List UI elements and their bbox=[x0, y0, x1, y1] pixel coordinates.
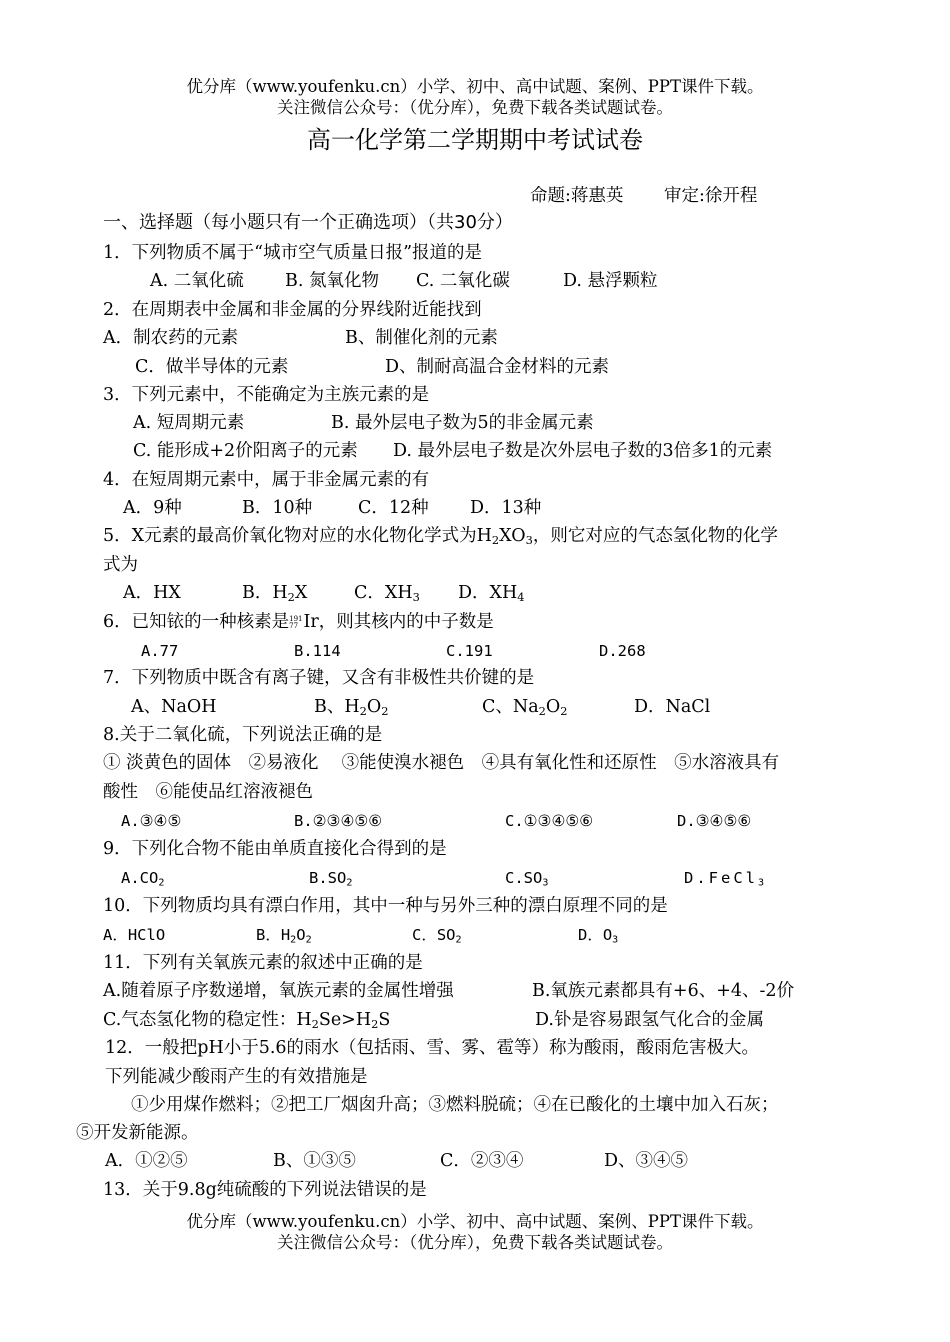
q9-option-d: D.FeCl$_3$ bbox=[684, 869, 768, 889]
q12-option-c: C．②③④ bbox=[440, 1151, 524, 1171]
q6-option-a: A.77 bbox=[141, 642, 179, 660]
q11-option-d: D.钋是容易跟氢气化合的金属 bbox=[535, 1010, 764, 1030]
q12-option-d: D、③④⑤ bbox=[604, 1151, 689, 1171]
setter: 命题:蒋惠英 bbox=[530, 186, 624, 206]
q5-option-c: C．$XH_3$ bbox=[354, 583, 420, 604]
q8-option-c: C.①③④⑤⑥ bbox=[505, 812, 594, 830]
q13-stem: 13．关于9.8g纯硫酸的下列说法错误的是 bbox=[103, 1180, 427, 1200]
q6-option-d: D.268 bbox=[599, 642, 646, 660]
q11-stem: 11．下列有关氧族元素的叙述中正确的是 bbox=[103, 953, 423, 973]
q4-option-a: A．9种 bbox=[123, 498, 182, 518]
q3-stem: 3．下列元素中，不能确定为主族元素的是 bbox=[103, 385, 430, 405]
q4-option-b: B．10种 bbox=[242, 498, 313, 518]
q4-option-c: C．12种 bbox=[358, 498, 429, 518]
q3-option-c: C. 能形成+2价阳离子的元素 bbox=[133, 441, 358, 461]
q11-option-b: B.氧族元素都具有+6、+4、-2价 bbox=[532, 981, 795, 1001]
q3-option-d: D. 最外层电子数是次外层电子数的3倍多1的元素 bbox=[393, 441, 773, 461]
q6-stem: 6．已知铱的一种核素是 191 77 Ir，则其核内的中子数是 bbox=[103, 612, 494, 632]
q7-option-b: B、$H_2O_2$ bbox=[314, 697, 389, 718]
q10-option-c: C．$SO_2$ bbox=[412, 926, 462, 946]
q1-option-c: C. 二氧化碳 bbox=[416, 271, 510, 291]
q8-option-d: D.③④⑤⑥ bbox=[677, 812, 752, 830]
q3-option-b: B. 最外层电子数为5的非金属元素 bbox=[331, 413, 594, 433]
q8-option-b: B.②③④⑤⑥ bbox=[294, 812, 383, 830]
q9-option-b: $B.SO_2$ bbox=[309, 869, 353, 889]
q2-option-c: C．做半导体的元素 bbox=[135, 357, 289, 377]
q11-option-a: A.随着原子序数递增，氧族元素的金属性增强 bbox=[103, 981, 454, 1001]
q2-option-d: D、制耐高温合金材料的元素 bbox=[385, 357, 610, 377]
q8-option-a: A.③④⑤ bbox=[121, 812, 182, 830]
q8-statements-line-2: 酸性 ⑥能使品红溶液褪色 bbox=[103, 782, 313, 802]
q9-option-a: $A.CO_2$ bbox=[121, 869, 165, 889]
q10-option-a: A．HClO bbox=[103, 926, 166, 944]
q4-stem: 4．在短周期元素中，属于非金属元素的有 bbox=[103, 470, 430, 490]
q2-option-a: A．制农药的元素 bbox=[103, 328, 239, 348]
q6-option-b: B.114 bbox=[294, 642, 341, 660]
q12-option-b: B、①③⑤ bbox=[273, 1151, 356, 1171]
q2-stem: 2．在周期表中金属和非金属的分界线附近能找到 bbox=[103, 300, 482, 320]
q3-option-a: A. 短周期元素 bbox=[133, 413, 245, 433]
q5-stem-line-2: 式为 bbox=[103, 555, 138, 575]
q7-option-a: A、NaOH bbox=[131, 697, 217, 717]
q5-option-d: D．$XH_4$ bbox=[458, 583, 525, 604]
q9-stem: 9．下列化合物不能由单质直接化合得到的是 bbox=[103, 839, 447, 859]
q5-option-b: B．$H_2X$ bbox=[242, 583, 308, 604]
q1-option-b: B. 氮氧化物 bbox=[285, 271, 379, 291]
q6-option-c: C.191 bbox=[446, 642, 493, 660]
q5-option-a: A．HX bbox=[123, 583, 181, 603]
q10-option-d: D．$O_3$ bbox=[578, 926, 619, 946]
header-line-1: 优分库（www.youfenku.cn）小学、初中、高中试题、案例、PPT课件下载。 bbox=[186, 77, 764, 96]
q1-option-d: D. 悬浮颗粒 bbox=[563, 271, 658, 291]
q1-option-a: A. 二氧化硫 bbox=[150, 271, 244, 291]
q8-statements-line-1: ① 淡黄色的固体 ②易液化 ③能使溴水褪色 ④具有氧化性和还原性 ⑤水溶液具有 bbox=[103, 753, 780, 773]
q12-measures-line-1: ①少用煤作燃料；②把工厂烟囱升高；③燃料脱硫；④在已酸化的土壤中加入石灰； bbox=[131, 1095, 779, 1115]
page-title: 高一化学第二学期期中考试试卷 bbox=[307, 126, 643, 154]
header-line-2: 关注微信公众号：（优分库），免费下载各类试题试卷。 bbox=[277, 98, 673, 117]
q8-stem: 8.关于二氧化硫，下列说法正确的是 bbox=[103, 725, 383, 745]
q1-stem: 1．下列物质不属于“城市空气质量日报”报道的是 bbox=[103, 243, 483, 263]
section-heading: 一、选择题（每小题只有一个正确选项）（共30分） bbox=[103, 212, 513, 233]
q11-option-c: C.气态氢化物的稳定性：$H_2Se>H_2S$ bbox=[103, 1010, 391, 1031]
reviewer: 审定:徐开程 bbox=[664, 186, 758, 206]
q12-option-a: A．①②⑤ bbox=[105, 1151, 188, 1171]
q12-stem-line-1: 12．一般把pH小于5.6的雨水（包括雨、雪、雾、雹等）称为酸雨，酸雨危害极大。 bbox=[105, 1038, 760, 1058]
q7-option-d: D．NaCl bbox=[634, 697, 711, 717]
q4-option-d: D．13种 bbox=[470, 498, 542, 518]
q7-stem: 7．下列物质中既含有离子键，又含有非极性共价键的是 bbox=[103, 668, 535, 688]
q12-stem-line-2: 下列能减少酸雨产生的有效措施是 bbox=[105, 1067, 368, 1087]
q10-option-b: B．$H_2O_2$ bbox=[256, 926, 312, 946]
q7-option-c: C、$Na_2O_2$ bbox=[482, 697, 568, 718]
q2-option-b: B、制催化剂的元素 bbox=[345, 328, 498, 348]
footer-line-2: 关注微信公众号：（优分库），免费下载各类试题试卷。 bbox=[277, 1233, 673, 1252]
isotope-notation: 191 77 bbox=[289, 614, 303, 630]
footer-line-1: 优分库（www.youfenku.cn）小学、初中、高中试题、案例、PPT课件下载。 bbox=[186, 1212, 764, 1231]
q10-stem: 10．下列物质均具有漂白作用，其中一种与另外三种的漂白原理不同的是 bbox=[103, 896, 668, 916]
q12-measures-line-2: ⑤开发新能源。 bbox=[76, 1123, 199, 1143]
q5-stem-line-1: 5．X元素的最高价氧化物对应的水化物化学式为$H_2XO_3$，则它对应的气态氢化物的化学 bbox=[103, 526, 778, 547]
q9-option-c: $C.SO_3$ bbox=[505, 869, 549, 889]
